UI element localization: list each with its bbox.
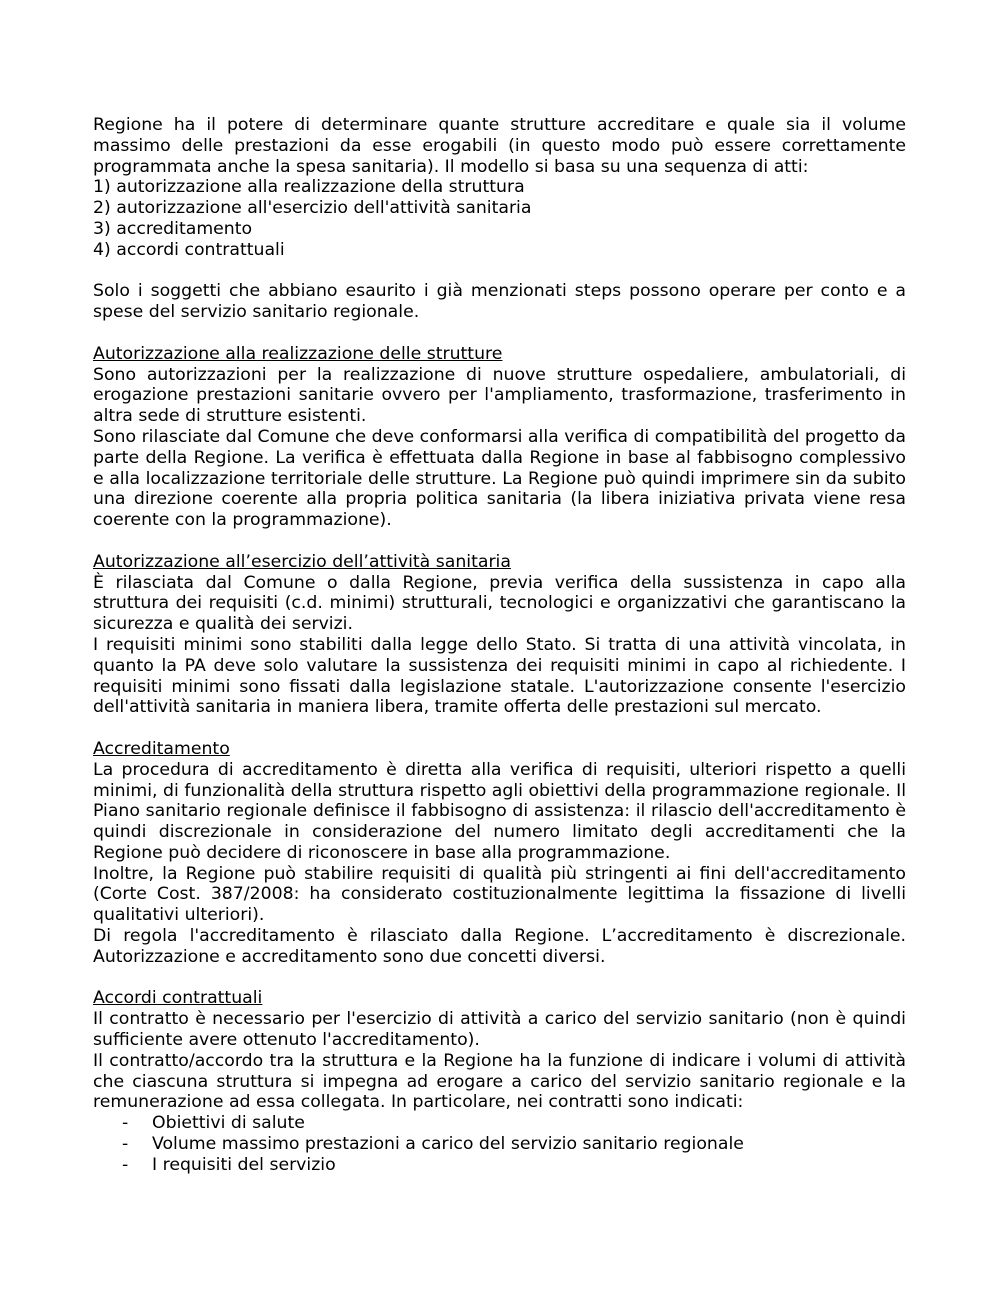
list-item <box>93 1134 906 1155</box>
section-paragraph: È rilasciata dal Comune o dalla Regione, previa verifica della sussistenza in capo alla struttura dei requisiti (c.d. minimi) strutturali, tecnologici e organizzativi che garantiscano la sicurezza e qualità dei servizi. <box>93 572 906 635</box>
section-paragraph: Sono autorizzazioni per la realizzazione di nuove strutture ospedaliere, ambulatoriali, di erogazione prestazioni sanitarie ovvero per l'ampliamento, trasformazione, trasferimento in altra sede di strutture esistenti. <box>93 364 906 427</box>
bullet-dash: - <box>122 1134 129 1155</box>
intro-closing-paragraph: Solo i soggetti che abbiano esaurito i già menzionati steps possono operare per conto e a spese del servizio sanitario regionale. <box>93 281 906 323</box>
step-item: 3) accreditamento <box>93 218 253 239</box>
section-heading-realizzazione: Autorizzazione alla realizzazione delle strutture <box>93 343 503 364</box>
section-heading-accreditamento: Accreditamento <box>93 738 230 759</box>
list-item <box>93 1155 906 1176</box>
document-page <box>93 115 906 1176</box>
list-item-text: Volume massimo prestazioni a carico del servizio sanitario regionale <box>152 1134 744 1155</box>
bullet-dash: - <box>122 1113 129 1134</box>
section-paragraph: Il contratto è necessario per l'esercizio di attività a carico del servizio sanitario (non è quindi sufficiente avere ottenuto l'accreditamento). <box>93 1009 906 1051</box>
section-paragraph: Il contratto/accordo tra la struttura e la Regione ha la funzione di indicare i volumi di attività che ciascuna struttura si impegna ad erogare a carico del servizio sanitario regionale e la remunerazione ad essa collegata. In particolare, nei contratti sono indicati: <box>93 1050 906 1113</box>
list-item-text: Obiettivi di salute <box>152 1113 305 1134</box>
paragraph-spacer <box>93 968 906 989</box>
paragraph-spacer <box>93 261 906 282</box>
section-paragraph: La procedura di accreditamento è diretta alla verifica di requisiti, ulteriori rispetto a quelli minimi, di funzionalità della struttura rispetto agli obiettivi della programmazione regionale. Il Piano sanitario regionale definisce il fabbisogno di assistenza: il rilascio dell'accreditamento è quindi discrezionale in considerazione del numero limitato degli accreditamenti che la Regione può decidere di riconoscere in base alla programmazione. <box>93 759 906 863</box>
section-paragraph: Di regola l'accreditamento è rilasciato dalla Regione. L’accreditamento è discrezionale. Autorizzazione e accreditamento sono due concetti diversi. <box>93 926 906 967</box>
step-item: 4) accordi contrattuali <box>93 239 285 260</box>
section-paragraph: Inoltre, la Regione può stabilire requisiti di qualità più stringenti ai fini dell'accreditamento (Corte Cost. 387/2008: ha considerato costituzionalmente legittima la fissazione di livelli qualitativi ulteriori). <box>93 863 906 926</box>
paragraph-spacer <box>93 531 906 552</box>
paragraph-spacer <box>93 718 906 739</box>
paragraph-spacer <box>93 323 906 344</box>
section-heading-accordi: Accordi contrattuali <box>93 988 263 1009</box>
step-item: 1) autorizzazione alla realizzazione della struttura <box>93 177 525 198</box>
step-item: 2) autorizzazione all'esercizio dell'attività sanitaria <box>93 198 532 219</box>
section-paragraph: Sono rilasciate dal Comune che deve conformarsi alla verifica di compatibilità del progetto da parte della Regione. La verifica è effettuata dalla Regione in base al fabbisogno complessivo e alla localizzazione territoriale delle strutture. La Regione può quindi imprimere sin da subito una direzione coerente alla propria politica sanitaria (la libera iniziativa privata viene resa coerente con la programmazione). <box>93 426 906 531</box>
section-heading-esercizio: Autorizzazione all’esercizio dell’attività sanitaria <box>93 551 511 572</box>
contract-items-list <box>93 1113 906 1175</box>
list-item <box>93 1113 906 1134</box>
list-item-text: I requisiti del servizio <box>152 1154 336 1175</box>
bullet-dash: - <box>122 1154 129 1175</box>
intro-paragraph: Regione ha il potere di determinare quante strutture accreditare e quale sia il volume massimo delle prestazioni da esse erogabili (in questo modo può essere correttamente programmata anche la spesa sanitaria). Il modello si basa su una sequenza di atti: <box>93 115 906 177</box>
section-paragraph: I requisiti minimi sono stabiliti dalla legge dello Stato. Si tratta di una attività vincolata, in quanto la PA deve solo valutare la sussistenza dei requisiti minimi in capo al richiedente. I requisiti minimi sono fissati dalla legislazione statale. L'autorizzazione consente l'esercizio dell'attività sanitaria in maniera libera, tramite offerta delle prestazioni sul mercato. <box>93 634 906 718</box>
